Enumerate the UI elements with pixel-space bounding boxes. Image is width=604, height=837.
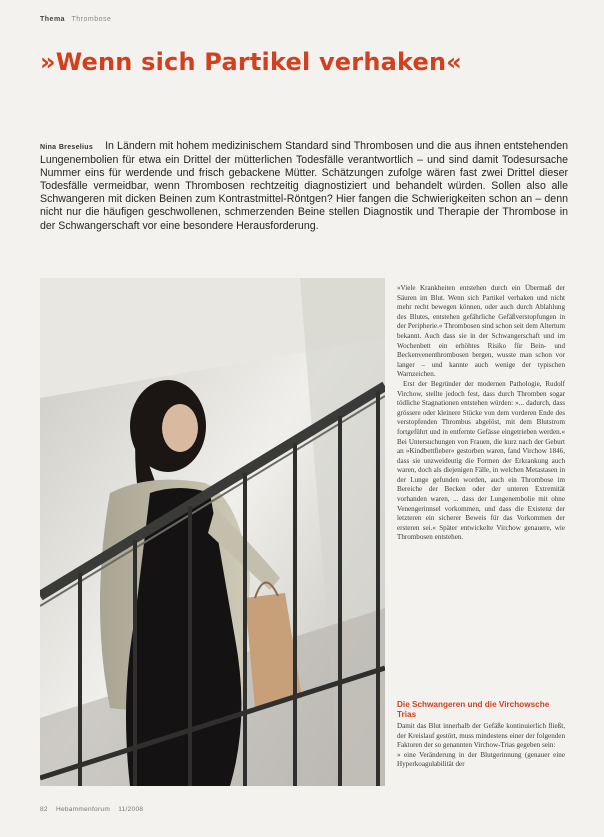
body-paragraph: »Viele Krankheiten entstehen durch ein Übermaß der Säuren im Blut. Wenn sich Partikel verhaken und nicht mehr recht bewegen können, oder auch durch Ablahlung des Blutes, entstehen gefährliche Gefäßverstopfungen in der Peripherie.« Thrombosen sind schon seit dem Altertum bekannt. Auch dass sie in der Schwangerschaft und im Wochenbett ein erhöhtes Risiko für Bein- und Beckenvenenthrombosen bergen, wusste man schon vor langer – und kannte auch wenige der typischen Warnzeichen. — [397, 284, 565, 379]
body-paragraph: Erst der Begründer der modernen Pathologie, Rudolf Virchow, stellte jedoch fest, dass durch Thromben sogar tödliche Stagnationen entstehen würden: »... dadurch, dass grössere oder kleinere Stücke von dem vorderen Ende des verstopfenden Thrombus abgelöst, mit dem Blutstrom fortgeführt und in entfernte Gefässe eingetrieben werden.« Bei Untersuchungen von Frauen, die kurz nach der Geburt an »Kindbettfieber« gestorben waren, fand Virchow 1846, dass sie unzweideutig die Formen der Erkrankung auch waren, doch als diejenigen Fälle, in welchen Metastasen in der Lunge gefunden worden, auch ein Thrombose im Bereiche der Becken oder der unteren Extremität vorhanden waren, ... dass der Lungenembolie mit ohne Venengerinnsel vorkommen, und dass die Existenz der letzteren ein sicherer Beweis für das Vorkommen der ersteren sei.« Später entwickelte Virchow genauere, wie Thrombosen entstehen. — [397, 379, 565, 542]
author-name: Nina Breselius — [40, 144, 94, 151]
section-subheading: Die Schwangeren und die Virchowsche Trias — [397, 700, 550, 719]
page-footer — [40, 806, 149, 813]
staircase-photo-illustration — [40, 278, 385, 786]
body-paragraph: » eine Veränderung in der Blutgerinnung (genauer eine Hyperkoagulabilität der — [397, 750, 565, 769]
intro-paragraph — [40, 140, 568, 233]
body-paragraph: Damit das Blut innerhalb der Gefäße kontinuierlich fließt, der Kreislauf gestört, muss mindestens einer der folgenden Faktoren der so genannten Virchow-Trias gegeben sein: — [397, 722, 565, 750]
section-label: Thema — [40, 16, 66, 23]
body-column-1 — [397, 284, 565, 543]
intro-text: In Ländern mit hohem medizinischem Standard sind Thrombosen und die aus ihnen entstehenden Lungenembolien für etwa ein Drittel der mütterlichen Todesfälle verantwortlich – und sind damit Todesursache Nummer eins für werdende und frisch gebackene Mütter. Schätzungen zufolge wären fast zwei Drittel dieser Todesfälle vermeidbar, wenn Thrombosen rechtzeitig diagnostiziert und behandelt würden. Sollen also alle Schwangeren mit dicken Beinen zum Kontrastmittel-Röntgen? Hier fangen die Schwierigkeiten schon an – denn nicht nur die häufigen geschwollenen, schmerzenden Beine stellen Diagnostik und Therapie der Thrombose in der Schwangerschaft vor eine besondere Herausforderung. — [40, 140, 568, 232]
body-column-2 — [397, 722, 565, 770]
magazine-name: Hebammenforum — [55, 806, 111, 813]
headline: »Wenn sich Partikel verhaken« — [40, 48, 462, 76]
staircase-photo — [40, 278, 385, 786]
section-header — [40, 16, 111, 23]
page-number: 82 — [40, 806, 48, 813]
subsection-label: Thrombose — [71, 16, 112, 23]
issue-label: 11/2008 — [118, 806, 144, 813]
